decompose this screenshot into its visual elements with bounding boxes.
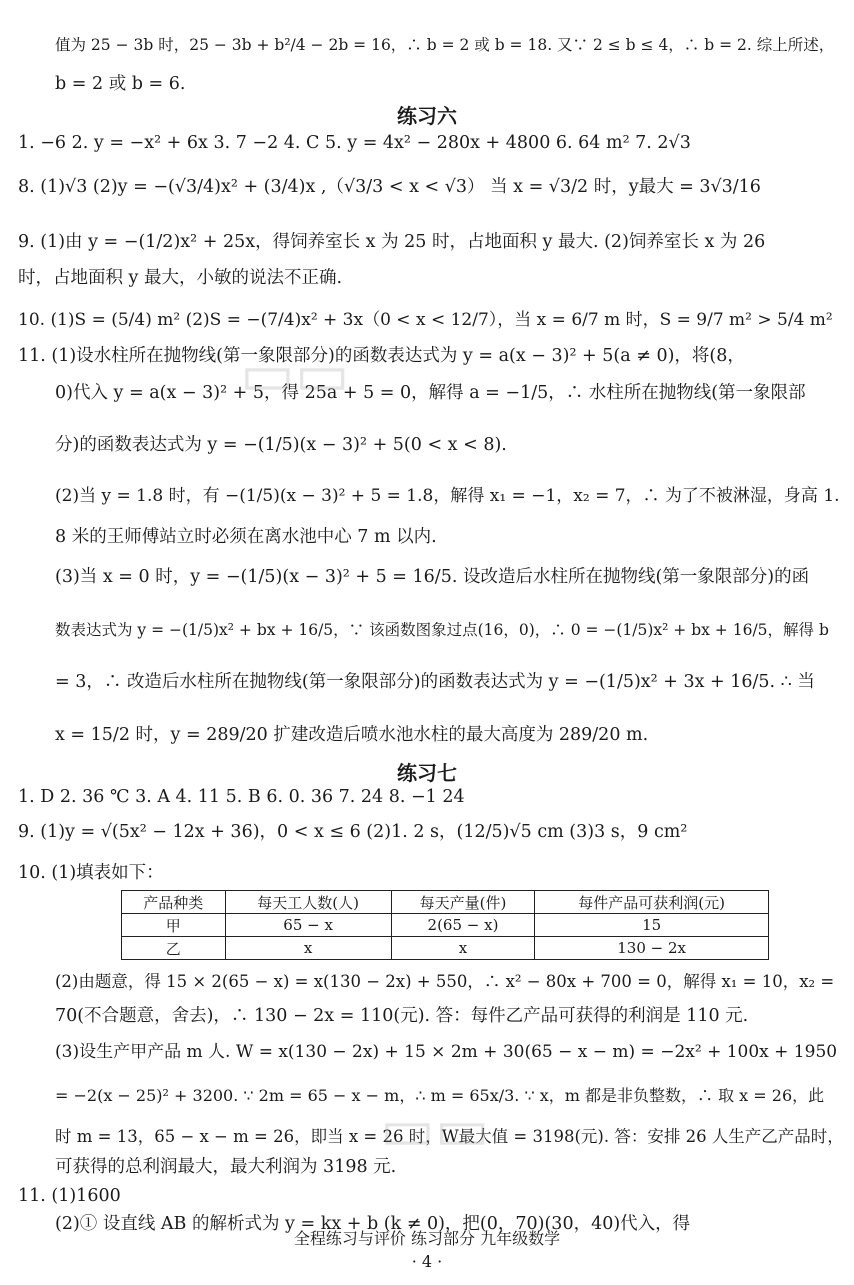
text-line: 9. (1)由 y = −(1/2)x² + 25x，得饲养室长 x 为 25 时，占地面积 y 最大. (2)饲养室长 x 为 26 bbox=[18, 232, 766, 252]
text-line: 时 m = 13，65 − x − m = 26，即当 x = 26 时，W最大值 = 3198(元). 答：安排 26 人生产乙产品时， bbox=[55, 1127, 844, 1146]
text-line: 1. D 2. 36 ℃ 3. A 4. 11 5. B 6. 0. 36 7. 24 8. −1 24 bbox=[18, 787, 465, 807]
text-line: (3)设生产甲产品 m 人. W = x(130 − 2x) + 15 × 2m + 30(65 − x − m) = −2x² + 100x + 1950 bbox=[55, 1042, 838, 1062]
table-cell: x bbox=[391, 937, 535, 960]
table-cell: 2(65 − x) bbox=[391, 914, 535, 937]
table-header-cell: 每件产品可获利润(元) bbox=[535, 891, 769, 914]
text-line: 70(不合题意，舍去)，∴ 130 − 2x = 110(元). 答：每件乙产品可获得的利润是 110 元. bbox=[55, 1006, 749, 1026]
text-line: 8 米的王师傅站立时必须在离水池中心 7 m 以内. bbox=[55, 527, 437, 547]
watermark-icon: ▭▭ bbox=[240, 340, 350, 408]
table-cell: 130 − 2x bbox=[535, 937, 769, 960]
text-line: 10. (1)填表如下： bbox=[18, 863, 164, 883]
text-line: b = 2 或 b = 6. bbox=[55, 74, 186, 94]
text-line: 时，占地面积 y 最大，小敏的说法不正确. bbox=[18, 268, 343, 288]
text-line: 8. (1)√3 (2)y = −(√3/4)x² + (3/4)x ,（√3/3 < x < √3） 当 x = √3/2 时，y最大 = 3√3/16 bbox=[18, 177, 761, 197]
text-line: 可获得的总利润最大，最大利润为 3198 元. bbox=[55, 1157, 397, 1177]
text-line: 分)的函数表达式为 y = −(1/5)(x − 3)² + 5(0 < x < 8). bbox=[55, 435, 507, 455]
section-heading: 练习七 bbox=[397, 761, 457, 785]
text-line: = 3，∴ 改造后水柱所在抛物线(第一象限部分)的函数表达式为 y = −(1/5)x² + 3x + 16/5. ∴ 当 bbox=[55, 672, 815, 692]
footer-title: 全程练习与评价 练习部分 九年级数学 bbox=[293, 1229, 561, 1248]
table-row bbox=[122, 914, 769, 937]
text-line: 11. (1)1600 bbox=[18, 1186, 121, 1206]
table-cell: 15 bbox=[535, 914, 769, 937]
table-cell: 甲 bbox=[122, 914, 226, 937]
table-header-cell: 产品种类 bbox=[122, 891, 226, 914]
text-line: (2)当 y = 1.8 时，有 −(1/5)(x − 3)² + 5 = 1.8，解得 x₁ = −1，x₂ = 7，∴ 为了不被淋湿，身高 1. bbox=[55, 486, 840, 506]
text-line: 数表达式为 y = −(1/5)x² + bx + 16/5，∵ 该函数图象过点(16，0)，∴ 0 = −(1/5)x² + bx + 16/5，解得 b bbox=[55, 621, 829, 639]
section-heading: 练习六 bbox=[397, 104, 457, 128]
text-line: x = 15/2 时，y = 289/20 扩建改造后喷水池水柱的最大高度为 289/20 m. bbox=[55, 725, 649, 745]
text-line: 10. (1)S = (5/4) m² (2)S = −(7/4)x² + 3x（0 < x < 12/7），当 x = 6/7 m 时，S = 9/7 m² > 5/4 m² bbox=[18, 310, 833, 330]
text-line: (2)由题意，得 15 × 2(65 − x) = x(130 − 2x) + 550，∴ x² − 80x + 700 = 0，解得 x₁ = 10，x₂ = bbox=[55, 972, 835, 991]
table-header-cell: 每天工人数(人) bbox=[225, 891, 391, 914]
text-line: 0)代入 y = a(x − 3)² + 5，得 25a + 5 = 0，解得 a = −1/5，∴ 水柱所在抛物线(第一象限部 bbox=[55, 383, 806, 403]
table-header-row bbox=[122, 891, 769, 914]
text-line: = −2(x − 25)² + 3200. ∵ 2m = 65 − x − m，∴ m = 65x/3. ∵ x，m 都是非负整数，∴ 取 x = 26，此 bbox=[55, 1086, 825, 1105]
table-cell: x bbox=[225, 937, 391, 960]
text-line: 1. −6 2. y = −x² + 6x 3. 7 −2 4. C 5. y = 4x² − 280x + 4800 6. 64 m² 7. 2√3 bbox=[18, 133, 691, 153]
text-line: 9. (1)y = √(5x² − 12x + 36)，0 < x ≤ 6 (2)1. 2 s，(12/5)√5 cm (3)3 s，9 cm² bbox=[18, 822, 688, 842]
table-header-cell: 每天产量(件) bbox=[391, 891, 535, 914]
page-number: · 4 · bbox=[411, 1252, 443, 1271]
table-row bbox=[122, 937, 769, 960]
text-line: (3)当 x = 0 时，y = −(1/5)(x − 3)² + 5 = 16/5. 设改造后水柱所在抛物线(第一象限部分)的函 bbox=[55, 567, 810, 587]
table-cell: 乙 bbox=[122, 937, 226, 960]
table-cell: 65 − x bbox=[225, 914, 391, 937]
text-line: (2)① 设直线 AB 的解析式为 y = kx + b (k ≠ 0)，把(0，70)(30，40)代入，得 bbox=[55, 1214, 691, 1234]
watermark-icon: ▭▭ bbox=[380, 1095, 490, 1163]
product-table bbox=[121, 890, 769, 960]
text-line: 11. (1)设水柱所在抛物线(第一象限部分)的函数表达式为 y = a(x − 3)² + 5(a ≠ 0)，将(8， bbox=[18, 346, 745, 366]
text-line: 值为 25 − 3b 时，25 − 3b + b²/4 − 2b = 16，∴ b = 2 或 b = 18. 又∵ 2 ≤ b ≤ 4，∴ b = 2. 综上所述， bbox=[55, 36, 835, 54]
